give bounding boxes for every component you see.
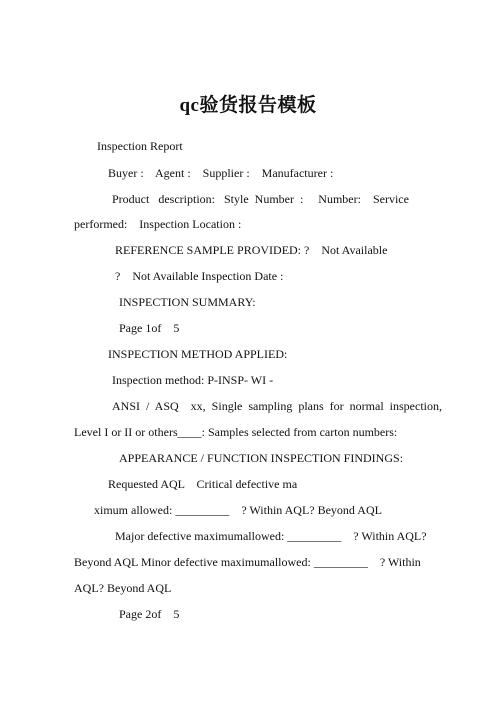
ansi-asq-line: ANSI / ASQ xx, Single sampling plans for normal inspection, <box>112 399 442 413</box>
requested-aql-line: Requested AQL Critical defective ma <box>108 477 298 491</box>
reference-sample-line: REFERENCE SAMPLE PROVIDED: ? Not Available <box>115 243 388 257</box>
inspection-report-heading: Inspection Report <box>97 139 183 153</box>
beyond-aql-line: AQL? Beyond AQL <box>74 581 172 595</box>
service-performed-line: performed: Inspection Location : <box>74 217 242 231</box>
document-title: qc验货报告模板 <box>179 95 317 116</box>
buyer-agent-supplier-line: Buyer : Agent : Supplier : Manufacturer : <box>108 166 334 180</box>
inspection-method-line: Inspection method: P-INSP- WI - <box>112 373 274 387</box>
inspection-method-applied-heading: INSPECTION METHOD APPLIED: <box>108 347 288 361</box>
inspection-summary-heading: INSPECTION SUMMARY: <box>119 295 256 309</box>
page-number-2: Page 2of 5 <box>119 607 180 621</box>
major-defective-line: Major defective maximumallowed: _________ ? Within AQL? <box>115 529 427 543</box>
minor-defective-line: Beyond AQL Minor defective maximumallowed: _________ ? Within <box>74 555 421 569</box>
appearance-function-findings-heading: APPEARANCE / FUNCTION INSPECTION FINDINGS: <box>119 451 404 465</box>
page-number-1: Page 1of 5 <box>119 321 180 335</box>
level-samples-line: Level I or II or others____: Samples selected from carton numbers: <box>74 425 398 439</box>
critical-maximum-allowed-line: ximum allowed: _________ ? Within AQL? Beyond AQL <box>94 503 382 517</box>
not-available-inspection-date-line: ? Not Available Inspection Date : <box>115 269 284 283</box>
product-description-line: Product description: Style Number : Number: Service <box>112 192 409 206</box>
